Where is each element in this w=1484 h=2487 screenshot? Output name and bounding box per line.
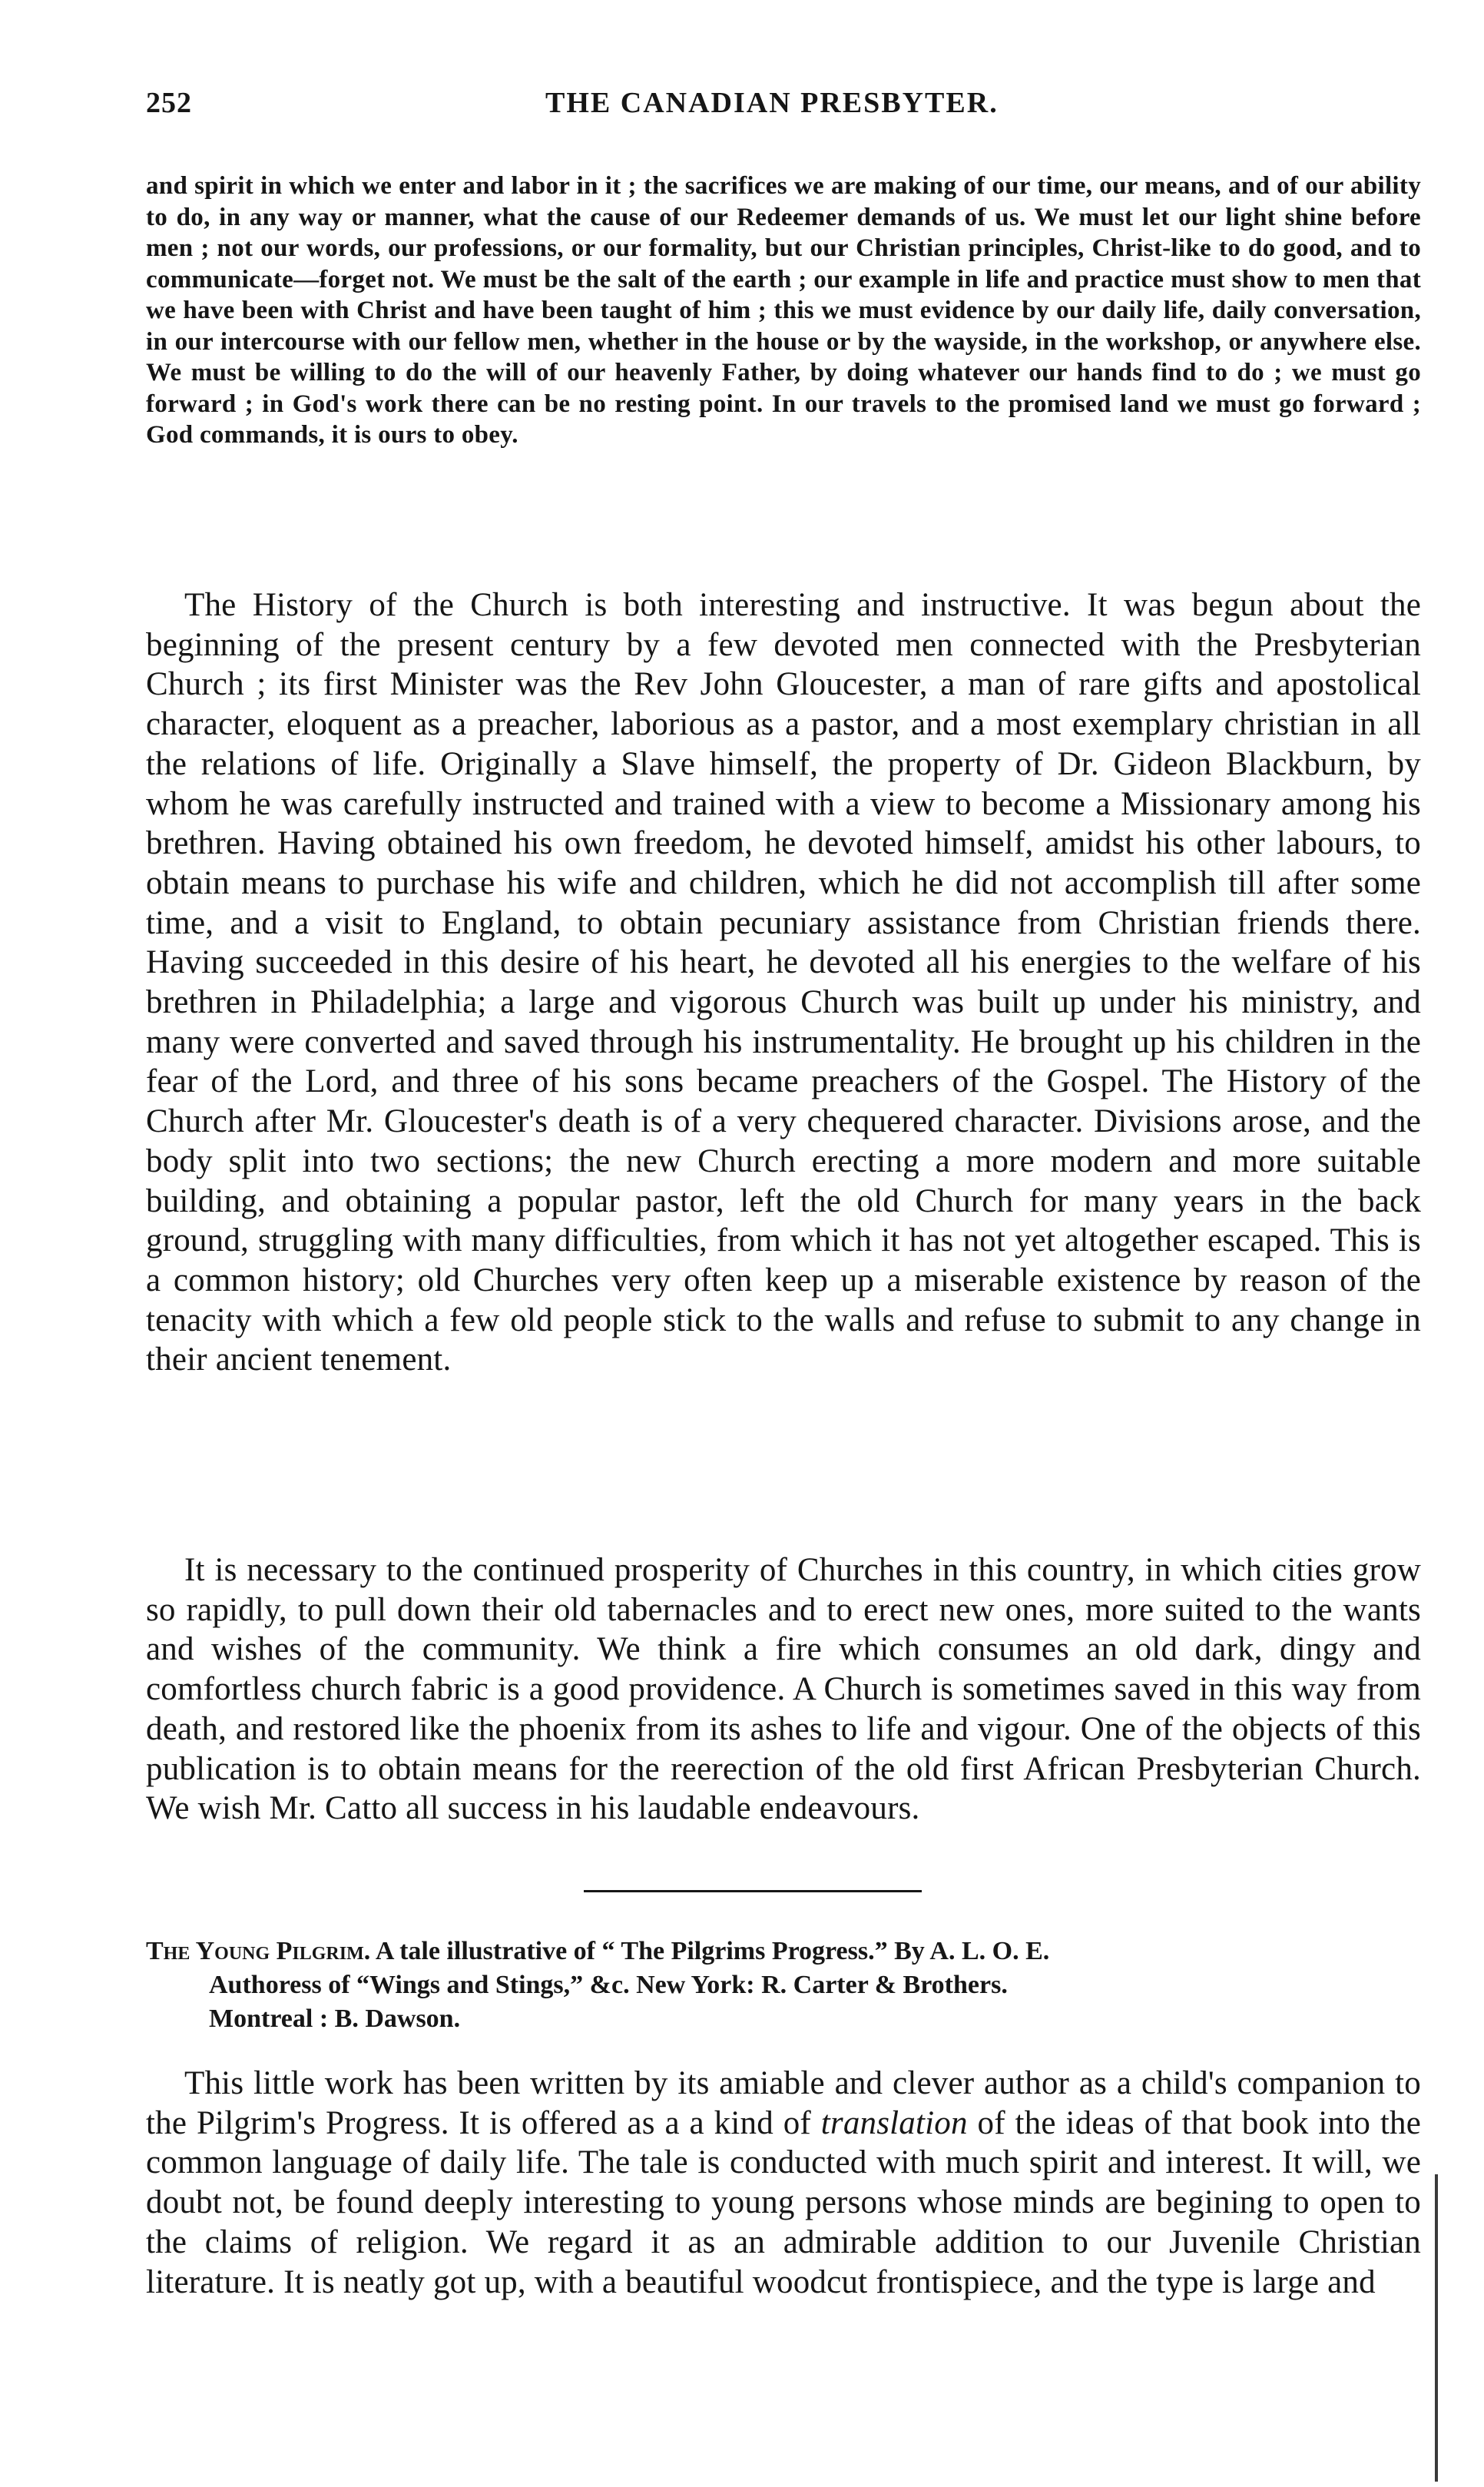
running-head [146, 86, 1415, 132]
book-review-italic: translation [820, 2104, 968, 2141]
book-notice-line3: Montreal : B. Dawson. [209, 2005, 461, 2033]
book-notice-line1: A tale illustrative of “ The Pilgrims Progress.” By A. L. O. E. [370, 1937, 1050, 1965]
book-notice [146, 1935, 1421, 2036]
journal-title: THE CANADIAN PRESBYTER. [545, 87, 999, 119]
book-notice-title: The Young Pilgrim. [146, 1937, 371, 1965]
rebuilding-paragraph: It is necessary to the continued prosperity of Churches in this country, in which cities grow so rapidly, to pull down their old tabernacles and to erect new ones, more suited to the wants and wishes of the community. We think a fire which consumes an old dark, dingy and comfortless church fabric is a good providence. A Church is sometimes saved in this way from death, and restored like the phoenix from its ashes to life and vigour. One of the objects of this publication is to obtain means for the reerection of the old first African Presbyterian Church. We wish Mr. Catto all success in his laudable endeavours. [146, 1552, 1421, 1827]
book-notice-line2: Authoress of “Wings and Stings,” &c. New York: R. Carter & Brothers. [209, 1971, 1008, 1999]
section-divider [584, 1890, 922, 1892]
margin-rule [1435, 2174, 1438, 2482]
continuation-paragraph: and spirit in which we enter and labor in it ; the sacrifices we are making of our time, our means, and of our ability to do, in any way or manner, what the cause of our Redeemer demands of us. We must let our light shine before men ; not our words, our professions, or our formality, but our Christian principles, Christ-like to do good, and to communicate—forget not. We must be the salt of the earth ; our example in life and practice must show to men that we have been with Christ and have been taught of him ; this we must evidence by our daily life, daily conversation, in our intercourse with our fellow men, whether in the house or by the wayside, in the workshop, or anywhere else. We must be willing to do the will of our heavenly Father, by doing whatever our hands find to do ; we must go forward ; in God's work there can be no resting point. In our travels to the promised land we must go forward ; God commands, it is ours to obey. [146, 172, 1421, 449]
page-number: 252 [146, 87, 192, 119]
church-history-paragraph: The History of the Church is both interesting and instructive. It was begun about the beginning of the present century by a few devoted men connected with the Presbyterian Church ; its first Minister was the Rev John Gloucester, a man of rare gifts and apostolical character, eloquent as a preacher, laborious as a pastor, and a most exemplary christian in all the relations of life. Originally a Slave himself, the property of Dr. Gideon Blackburn, by whom he was carefully instructed and trained with a view to become a Missionary among his brethren. Having obtained his own freedom, he devoted himself, amidst his other labours, to obtain means to purchase his wife and children, which he did not accomplish till after some time, and a visit to England, to obtain pecuniary assistance from Christian friends there. Having succeeded in this desire of his heart, he devoted all his energies to the welfare of his brethren in Philadelphia; a large and vigorous Church was built up under his ministry, and many were converted and saved through his instrumentality. He brought up his children in the fear of the Lord, and three of his sons became preachers of the Gospel. The History of the Church after Mr. Gloucester's death is of a very chequered character. Divisions arose, and the body split into two sections; the new Church erecting a more modern and more suitable building, and obtaining a popular pastor, left the old Church for many years in the back ground, struggling with many difficulties, from which it has not yet altogether escaped. This is a common history; old Churches very often keep up a miserable existence by reason of the tenacity with which a few old people stick to the walls and refuse to submit to any change in their ancient tenement. [146, 587, 1421, 1378]
book-review-paragraph [146, 2064, 1421, 2302]
book-review-text-2: of the ideas of that book into the common language of daily life. The tale is conducted with much spirit and interest. It will, we doubt not, be found deeply interesting to young persons whose minds are begining to open to the claims of religion. We regard it as an admirable addition to our Juvenile Christian literature. It is neatly got up, with a beautiful woodcut frontispiece, and the type is large and [146, 2104, 1421, 2300]
book-review-text-1: This little work has been written by its amiable and clever author as a child's companion to the Pilgrim's Progress. It is offered as a a kind of [146, 2065, 1421, 2141]
